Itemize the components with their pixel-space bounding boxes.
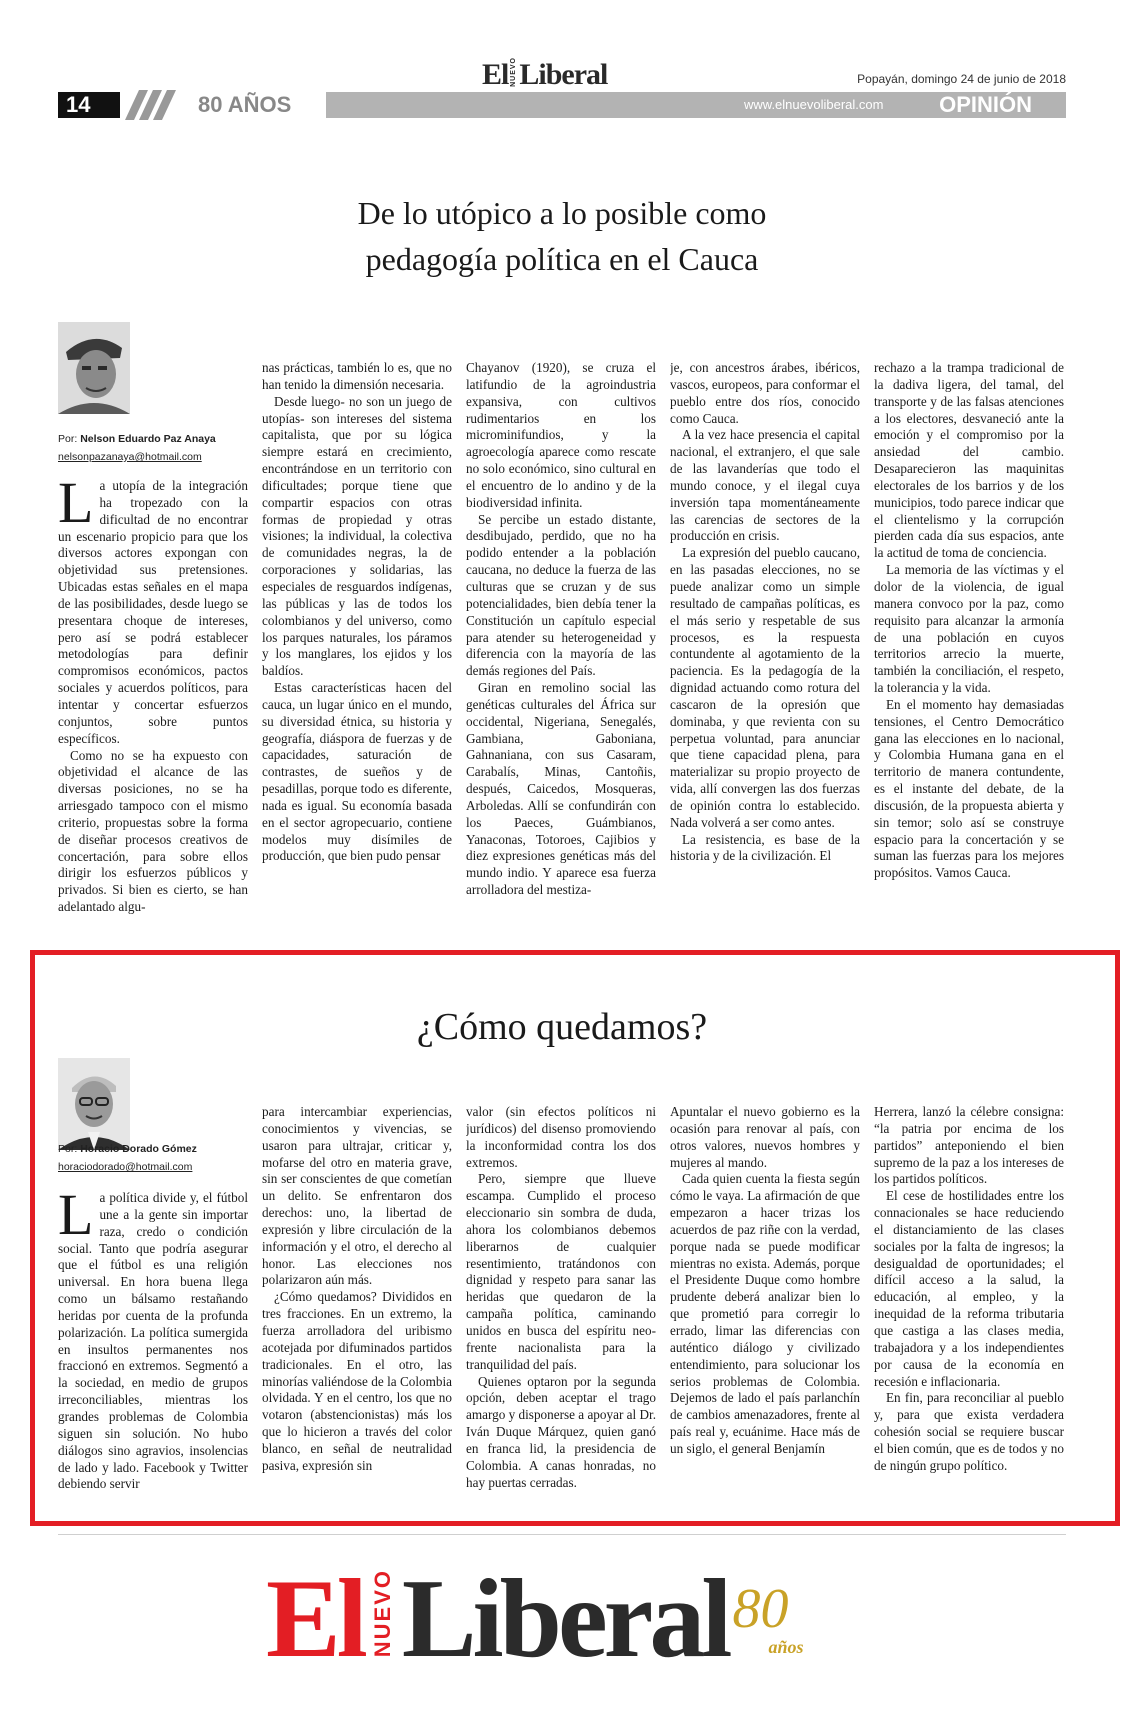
author2-email[interactable]: horaciodorado@hotmail.com bbox=[58, 1161, 193, 1173]
article2-paragraph: valor (sin efectos políticos ni jurídicos) del disenso promoviendo la inconformidad contra los dos extremos. bbox=[466, 1104, 656, 1170]
article1-paragraph: La expresión del pueblo caucano, en las pasadas elecciones, no se puede analizar como un simple resultado de campañas políticas, es el más serio y respetable de sus procesos, es la respuesta contundente al agotamiento de la paciencia. Es la pedagogía de la dignidad actuando como rotura del cascaron de la opresión que dominaba, y que revienta con su perpetua voluntad, para anunciar que tiene capacidad plena, para materializar su propio proyecto de vida, allí convergen las dos fuerzas de opinión contra lo establecido. Nada volverá a ser como antes. bbox=[670, 545, 860, 830]
article1-paragraph: nas prácticas, también lo es, que no han tenido la dimensión necesaria. bbox=[262, 360, 452, 392]
article1-title-line1: De lo utópico a lo posible como bbox=[357, 195, 767, 231]
article1-paragraph: Desde luego- no son un juego de utopías- son intereses del sistema capitalista, que por su lógica siempre estará en crecimiento, encontrándose en un territorio con dificultades; porque tiene que compartir espacios con otras formas de propiedad y otras visiones; la individual, la colectiva de comunidades negras, la de corporaciones y solidarias, las especiales de resguardos indígenas, las públicas y las de todos los colombianos y del universo, como los parques naturales, los páramos y los manglares, los ejidos y los baldíos. bbox=[262, 393, 452, 679]
article2-title: ¿Cómo quedamos? bbox=[416, 1006, 708, 1048]
article1-column-2 bbox=[262, 360, 452, 920]
article1-paragraph: En el momento hay demasiadas tensiones, el Centro Democrático gana las elecciones en lo nacional, y Colombia Humana gana en el territorio de manera contundente, es el instante del debate, de la discusión, de la propuesta abierta y sin temor; solo así se construye espacio para la concertación y se suman las fuerzas para los mejores propósitos. Vamos Cauca. bbox=[874, 696, 1064, 881]
article1-column-3 bbox=[466, 360, 656, 920]
article2-paragraph: Pero, siempre que llueve escampa. Cumplido el proceso eleccionario sin sombra de duda, ahora los colombianos debemos liberarnos de cualquier resentimiento, tratándonos con dignidad y respeto para sanar las heridas que quedaron de la campaña política, caminando unidos en busca del espíritu neo-frente nacionalista para la tranquilidad del país. bbox=[466, 1171, 656, 1372]
article2-column-1 bbox=[58, 1190, 248, 1496]
masthead-logo[interactable] bbox=[482, 58, 607, 90]
article1-paragraph: Chayanov (1920), se cruza el latifundio de la agroindustria expansiva, con cultivos rudimentarios en los microminifundios, y la agroecología aparece como rescate no solo económico, sino cultural en el encuentro de lo andino y de la biodiversidad infinita. bbox=[466, 360, 656, 510]
anniversary-label: 80 AÑOS bbox=[198, 92, 292, 117]
article1-paragraph: Giran en remolino social las genéticas culturales del África sur occidental, Nigeriana, Senegalés, Gambiana, Gaboniana, Gahnaniana, con sus Casaram, Carabalís, Minas, Cantoñis, después, Caicedos, Mosqueras, Arboledas. Allí se confundirán con los Paeces, Guámbianos, Yanaconas, Totoroes, Cajibios y diez expresiones genéticas más del mundo indio. Y aparece esa fuerza arrolladora del mestiza- bbox=[466, 680, 656, 898]
anniversary-number: 80 bbox=[732, 1578, 789, 1640]
author1-portrait-icon bbox=[58, 322, 130, 414]
article1-paragraph: rechazo a la trampa tradicional de la dadiva ligera, del tamal, del transporte y de las falsas atenciones a los electores, desvaneció ante la emoción y el compromiso por la ansiedad del cambio. Desaparecieron las maquinitas electorales de los barrios y de los municipios, todo parece indicar que el clientelismo y la corrupción pierden cada día sus espacios, ante la actitud de toma de conciencia. bbox=[874, 360, 1064, 561]
section-bar bbox=[58, 92, 1066, 118]
article2-paragraph: Quienes optaron por la segunda opción, deben aceptar el trago amargo y disponerse a apoyar al Dr. Iván Duque Márquez, quien ganó en franca lid, la presidencia de Colombia. A canas honradas, no hay puertas cerradas. bbox=[466, 1373, 656, 1490]
page-number: 14 bbox=[58, 92, 120, 118]
article2-column-4 bbox=[670, 1104, 860, 1496]
author2-byline bbox=[58, 1142, 226, 1174]
decorative-slashes bbox=[126, 92, 176, 118]
author1-email[interactable]: nelsonpazanaya@hotmail.com bbox=[58, 451, 202, 463]
article2-paragraph: En fin, para reconciliar al pueblo y, para que exista verdadera cohesión social se requiere buscar el bien común, que es de todos y no de ningún grupo político. bbox=[874, 1390, 1064, 1473]
article1-title bbox=[0, 190, 1124, 282]
article2-paragraph: Apuntalar el nuevo gobierno es la ocasión para renovar al país, con otros valores, nuevos hombres y mujeres al mando. bbox=[670, 1104, 860, 1170]
article1-dropcap: L bbox=[58, 478, 94, 535]
author1-byline bbox=[58, 432, 226, 464]
author2-prefix: Por: bbox=[58, 1143, 78, 1155]
article2-paragraph: Herrera, lanzó la célebre consigna: “la patria por encima de los partidos” anteponiendo el bien supremo de la paz a los intereses de los partidos políticos. bbox=[874, 1104, 1064, 1187]
section-band bbox=[326, 92, 1066, 118]
article2-column-2 bbox=[262, 1104, 452, 1496]
masthead-logo-el: El bbox=[482, 58, 509, 91]
article2-paragraph: para intercambiar experiencias, conocimientos y vivencias, se usaron para ultrajar, criticar y, mofarse del otro en materia grave, sin ser conscientes de que cometían un delito. Se enfrentaron dos derechos: uno, la libertad de expresión y libre circulación de la información y el otro, el derecho al honor. Las elecciones nos polarizaron aún más. bbox=[262, 1104, 452, 1288]
author1-name: Nelson Eduardo Paz Anaya bbox=[80, 433, 216, 445]
article1-paragraph: Se percibe un estado distante, desdibujado, perdido, que no ha podido entender a la población caucana, no deduce la fuerza de las culturas que se cruzan y de sus potencialidades, bien debía tener la Constitución un capítulo especial para atender su heterogeneidad y diferencia con la mayoría de las demás regiones del País. bbox=[466, 511, 656, 679]
article2-paragraph: a política divide y, el fútbol une a la gente sin importar raza, credo o condición social. Tanto que podría asegurar que el fútbol es una religión universal. En hora buena llega como un bálsamo restañando heridas por cuenta de la profunda polarización. La política sumergida en insultos permanentes nos fraccionó en extremos. Segmentó a la sociedad, en medio de grupos irreconciliables, mientras los grandes problemas de Colombia siguen sin solución. No hubo diálogos sino agravios, insolencias de lado y lado. Facebook y Twitter debiendo servir bbox=[58, 1190, 248, 1492]
section-name: OPINIÓN bbox=[939, 92, 1032, 117]
bottom-divider bbox=[58, 1534, 1066, 1535]
author1-photo bbox=[58, 322, 130, 414]
article1-column-4 bbox=[670, 360, 860, 920]
article2-column-5 bbox=[874, 1104, 1064, 1496]
article1-title-line2: pedagogía política en el Cauca bbox=[365, 241, 759, 277]
article1-paragraph: La resistencia, es base de la historia y de la civilización. El bbox=[670, 831, 860, 864]
author2-photo bbox=[58, 1058, 130, 1150]
issue-date: Popayán, domingo 24 de junio de 2018 bbox=[857, 72, 1066, 86]
anniversary-years-label: años bbox=[768, 1637, 804, 1657]
author1-prefix: Por: bbox=[58, 433, 78, 445]
anniversary-badge bbox=[732, 1579, 812, 1665]
article2-dropcap: L bbox=[58, 1190, 94, 1247]
footer-logo-liberal: Liberal bbox=[401, 1557, 729, 1681]
article1-paragraph: Estas características hacen del cauca, un lugar único en el mundo, su diversidad étnica, su historia y geografía, diáspora de fuerzas y de capacidades, saturación de contrastes, de sueños y de pesadillas, porque todo es diferente, nada es igual. Su economía basada en el sector agropecuario, contiene modelos muy disímiles de producción, que bien pudo pensar bbox=[262, 680, 452, 864]
website-link[interactable]: www.elnuevoliberal.com bbox=[744, 97, 884, 112]
footer-logo-nuevo: NUEVO bbox=[369, 1568, 395, 1657]
article1-paragraph: La memoria de las víctimas y el dolor de la violencia, de igual manera convoco por la paz, como requisito para alcanzar la armonía de una población en cuyos territorios arrecio la muerte, también la conciliación, el respeto, la tolerancia y la vida. bbox=[874, 562, 1064, 696]
author2-portrait-icon bbox=[58, 1058, 130, 1150]
masthead-logo-nuevo: NUEVO bbox=[510, 57, 518, 87]
article1-paragraph: Como no se ha expuesto con objetividad el alcance de las diversas posiciones, no se ha arriesgado tampoco con el mismo criterio, propuestas sobre la forma de diseñar procesos creativos de concertación, para sobre ellos dirigir los esfuerzos públicos y privados. Si bien es cierto, se han adelantado algu- bbox=[58, 747, 248, 915]
article2-paragraph: Cada quien cuenta la fiesta según cómo le vaya. La afirmación de que empezaron a hacer trizas los acuerdos de paz riñe con la verdad, porque nada se puede modificar mientras no exista. Además, porque el Presidente Duque como hombre prudente deberá analizar bien lo que prometió para corregir lo errado, limar las diferencias con auténtico diálogo y civilizado entendimiento, para solucionar los serios problemas de Colombia. Dejemos de lado el país parlanchín de cambios amenazadores, frente al país real y, ecuánime. Hace más de un siglo, el general Benjamín bbox=[670, 1171, 860, 1456]
article1-column-5 bbox=[874, 360, 1064, 920]
article1-paragraph: je, con ancestros árabes, ibéricos, vascos, europeos, para conformar el pueblo entre dos ríos, conocido como Cauca. bbox=[670, 360, 860, 426]
article2-paragraph: ¿Cómo quedamos? Divididos en tres fracciones. En un extremo, la fuerza arrolladora del uribismo acotejada por difuminados partidos tradicionales. En el otro, las minorías valiéndose de la Colombia olvidada. Y en el centro, los que no votaron (abstencionistas) más los que lo hicieron a través del color blanco, en señal de neutralidad pasiva, expresión sin bbox=[262, 1289, 452, 1473]
article1-paragraph: A la vez hace presencia el capital nacional, el extranjero, el que sale de las lavanderías que todo el mundo conoce, y el ilegal cuya inversión tapa momentáneamente las carencias de sectores de la producción en crisis. bbox=[670, 427, 860, 544]
footer-logo-el: El bbox=[266, 1557, 364, 1681]
article2-paragraph: El cese de hostilidades entre los connacionales se hace reduciendo el distanciamiento de las clases sociales por la falta de ingresos; la desigualdad de oportunidades; el difícil acceso a la salud, la educación, al empleo, y la inequidad de la reforma tributaria que castiga a las clases media, trabajadora y a los independientes por causa de la economía en recesión e inflacionaria. bbox=[874, 1188, 1064, 1389]
masthead-logo-liberal: Liberal bbox=[519, 58, 608, 91]
article1-column-1 bbox=[58, 478, 248, 918]
masthead bbox=[58, 58, 1066, 122]
article2-column-3 bbox=[466, 1104, 656, 1496]
author2-name: Horacio Dorado Gómez bbox=[80, 1143, 197, 1155]
footer-logo[interactable] bbox=[266, 1557, 812, 1681]
article1-paragraph: a utopía de la integración ha tropezado con la dificultad de no encontrar un escenario propicio para que los diversos actores expongan con objetividad sus pretensiones. Ubicadas estas señales en el mapa de las posibilidades, desde luego se presentara choque de intereses, pero así se podrá establecer metodologías para definir compromisos económicos, pactos sociales y acuerdos políticos, para intentar y concertar esfuerzos conjuntos, sobre puntos específicos. bbox=[58, 478, 248, 746]
